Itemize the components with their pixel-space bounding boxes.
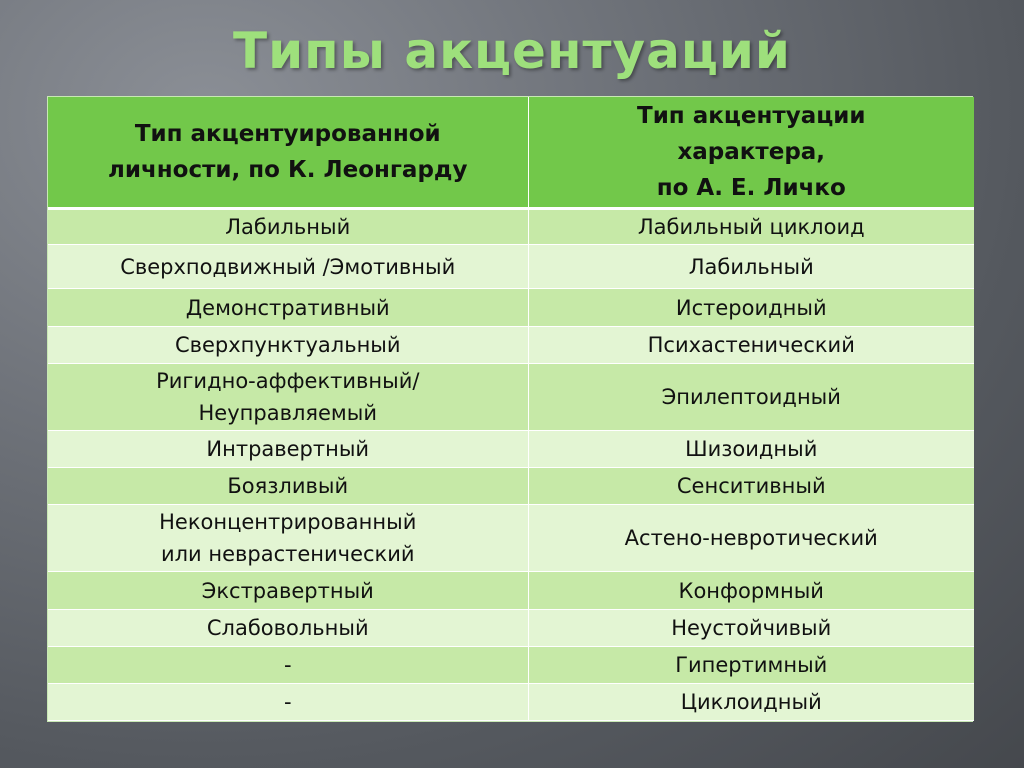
leonhard-type-cell: - bbox=[48, 647, 528, 684]
table-header-row bbox=[48, 97, 974, 209]
table-row bbox=[48, 468, 974, 505]
leonhard-type-cell: Сверхпунктуальный bbox=[48, 327, 528, 364]
lichko-type-cell: Сенситивный bbox=[528, 468, 974, 505]
header-leonhard: Тип акцентуированной личности, по К. Леонгарду bbox=[48, 97, 528, 209]
table-row bbox=[48, 289, 974, 327]
leonhard-type-cell: Слабовольный bbox=[48, 610, 528, 647]
lichko-type-cell: Шизоидный bbox=[528, 431, 974, 468]
leonhard-type-cell: Сверхподвижный /Эмотивный bbox=[48, 245, 528, 289]
lichko-type-cell: Неустойчивый bbox=[528, 610, 974, 647]
table-row bbox=[48, 209, 974, 245]
leonhard-type-cell: Экстравертный bbox=[48, 572, 528, 610]
accentuation-table bbox=[47, 96, 973, 722]
lichko-type-cell: Лабильный циклоид bbox=[528, 209, 974, 245]
lichko-type-cell: Лабильный bbox=[528, 245, 974, 289]
lichko-type-cell: Психастенический bbox=[528, 327, 974, 364]
table-row bbox=[48, 245, 974, 289]
leonhard-type-cell: Боязливый bbox=[48, 468, 528, 505]
lichko-type-cell: Циклоидный bbox=[528, 684, 974, 721]
table-row bbox=[48, 647, 974, 684]
leonhard-type-cell: Неконцентрированный или неврастенический bbox=[48, 505, 528, 572]
table-row bbox=[48, 505, 974, 572]
leonhard-type-cell: - bbox=[48, 684, 528, 721]
leonhard-type-cell: Демонстративный bbox=[48, 289, 528, 327]
leonhard-type-cell: Интравертный bbox=[48, 431, 528, 468]
leonhard-type-cell: Лабильный bbox=[48, 209, 528, 245]
lichko-type-cell: Конформный bbox=[528, 572, 974, 610]
table-row bbox=[48, 364, 974, 431]
table-row bbox=[48, 610, 974, 647]
table-row bbox=[48, 431, 974, 468]
lichko-type-cell: Гипертимный bbox=[528, 647, 974, 684]
table-row bbox=[48, 327, 974, 364]
table-row bbox=[48, 572, 974, 610]
lichko-type-cell: Истероидный bbox=[528, 289, 974, 327]
slide-title: Типы акцентуаций bbox=[233, 22, 791, 80]
leonhard-type-cell: Ригидно-аффективный/ Неуправляемый bbox=[48, 364, 528, 431]
header-lichko: Тип акцентуации характера, по А. Е. Личко bbox=[528, 97, 974, 209]
table-row bbox=[48, 684, 974, 721]
lichko-type-cell: Астено-невротический bbox=[528, 505, 974, 572]
lichko-type-cell: Эпилептоидный bbox=[528, 364, 974, 431]
